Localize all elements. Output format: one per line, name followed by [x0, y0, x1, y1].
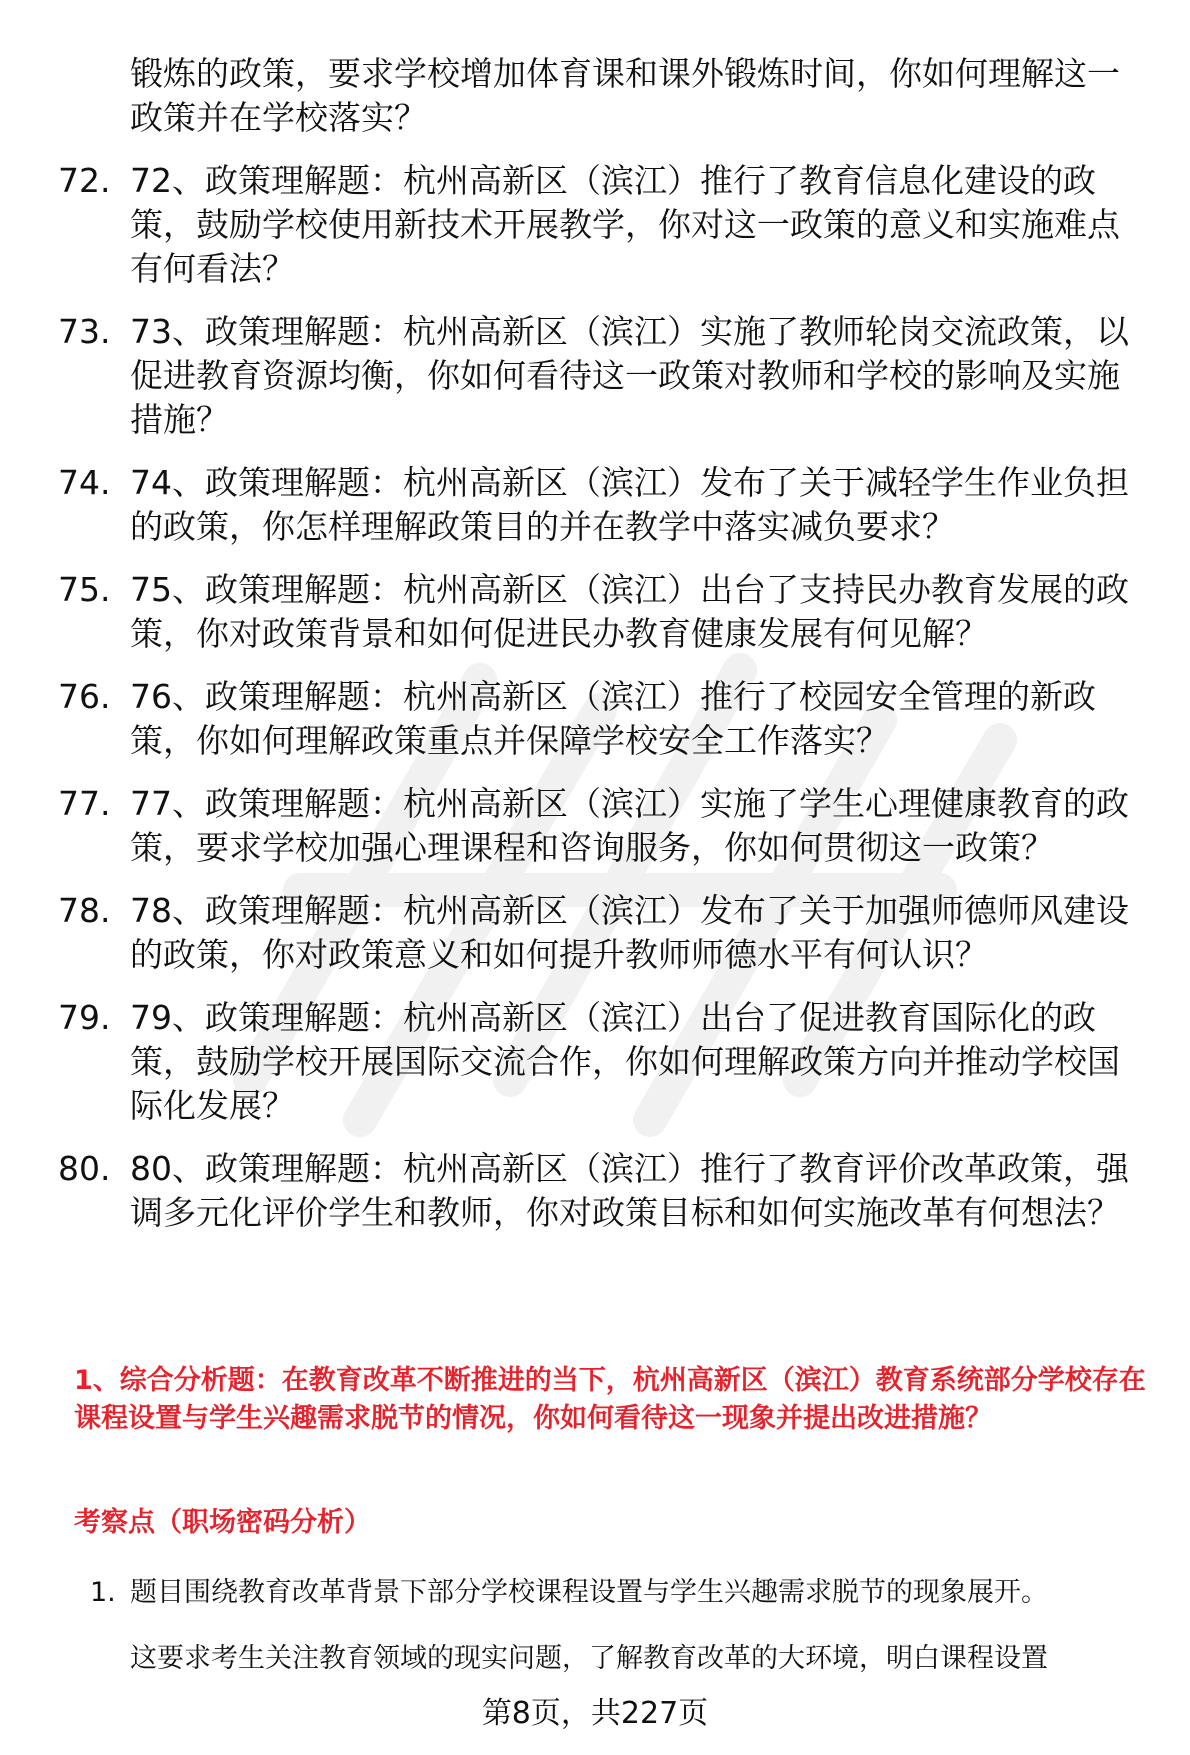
question-item-71-continued — [58, 52, 1148, 140]
question-number: 77. — [58, 784, 111, 823]
section-question-title: 1、综合分析题：在教育改革不断推进的当下，杭州高新区（滨江）教育系统部分学校存在课程设置与学生兴趣需求脱节的情况，你如何看待这一现象并提出改进措施？ — [74, 1365, 1146, 1434]
analysis-list — [90, 1574, 1150, 1678]
question-text: 75、政策理解题：杭州高新区（滨江）出台了支持民办教育发展的政策，你对政策背景和如何促进民办教育健康发展有何见解？ — [130, 570, 1129, 653]
question-number: 73. — [58, 312, 111, 351]
question-list — [58, 52, 1148, 1254]
page-footer: 第8页，共227页 — [481, 1696, 709, 1731]
analysis-point-title: 考察点（职场密码分析） — [74, 1507, 371, 1538]
question-text: 79、政策理解题：杭州高新区（滨江）出台了促进教育国际化的政策，鼓励学校开展国际交流合作，你如何理解政策方向并推动学校国际化发展？ — [130, 998, 1120, 1125]
question-text: 锻炼的政策，要求学校增加体育课和课外锻炼时间，你如何理解这一政策并在学校落实？ — [130, 54, 1120, 137]
question-text: 77、政策理解题：杭州高新区（滨江）实施了学生心理健康教育的政策，要求学校加强心理课程和咨询服务，你如何贯彻这一政策？ — [130, 784, 1129, 867]
analysis-item — [90, 1574, 1150, 1612]
analysis-paragraph: 这要求考生关注教育领域的现实问题，了解教育改革的大环境，明白课程设置 — [130, 1643, 1048, 1674]
question-text: 76、政策理解题：杭州高新区（滨江）推行了校园安全管理的新政策，你如何理解政策重点并保障学校安全工作落实？ — [130, 677, 1096, 760]
question-number: 79. — [58, 998, 111, 1037]
question-number: 80. — [58, 1149, 111, 1188]
question-number: 72. — [58, 161, 111, 200]
question-item-80 — [58, 1147, 1148, 1235]
analysis-text: 题目围绕教育改革背景下部分学校课程设置与学生兴趣需求脱节的现象展开。 — [130, 1577, 1048, 1608]
question-item-72 — [58, 159, 1148, 291]
question-number: 74. — [58, 463, 111, 502]
question-text: 73、政策理解题：杭州高新区（滨江）实施了教师轮岗交流政策，以促进教育资源均衡，你如何看待这一政策对教师和学校的影响及实施措施？ — [130, 312, 1129, 439]
question-number: 75. — [58, 570, 111, 609]
question-item-73 — [58, 310, 1148, 442]
question-text: 72、政策理解题：杭州高新区（滨江）推行了教育信息化建设的政策，鼓励学校使用新技术开展教学，你对这一政策的意义和实施难点有何看法？ — [130, 161, 1120, 288]
question-text: 74、政策理解题：杭州高新区（滨江）发布了关于减轻学生作业负担的政策，你怎样理解政策目的并在教学中落实减负要求？ — [130, 463, 1129, 546]
question-number: 76. — [58, 677, 111, 716]
question-text: 80、政策理解题：杭州高新区（滨江）推行了教育评价改革政策，强调多元化评价学生和教师，你对政策目标和如何实施改革有何想法？ — [130, 1149, 1129, 1232]
question-number: 78. — [58, 891, 111, 930]
question-item-74 — [58, 461, 1148, 549]
analysis-number: 1. — [90, 1577, 116, 1608]
question-item-77 — [58, 782, 1148, 870]
question-item-79 — [58, 996, 1148, 1128]
question-item-75 — [58, 568, 1148, 656]
question-item-76 — [58, 675, 1148, 763]
question-text: 78、政策理解题：杭州高新区（滨江）发布了关于加强师德师风建设的政策，你对政策意义和如何提升教师师德水平有何认识？ — [130, 891, 1129, 974]
question-item-78 — [58, 889, 1148, 977]
